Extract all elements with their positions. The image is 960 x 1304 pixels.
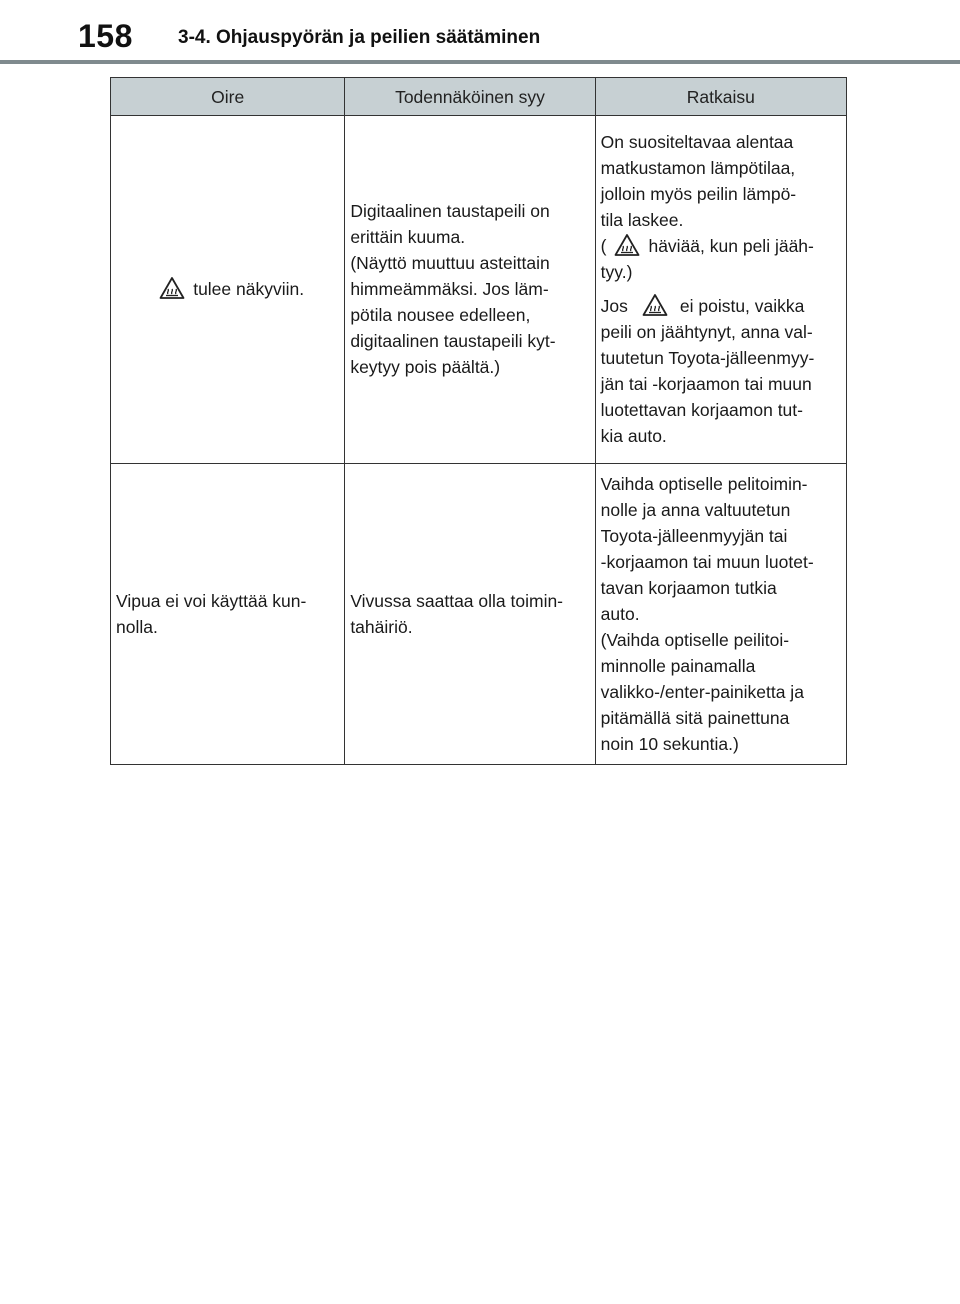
solution-icon-suffix: häviää, kun peli jääh- <box>648 236 814 256</box>
solution-line: tyy.) <box>600 262 633 282</box>
solution-paragraph <box>601 293 841 449</box>
mirror-heat-warning-icon <box>614 233 640 257</box>
table-header-row <box>111 78 847 116</box>
symptom-line: Vipua ei voi käyttää kun- <box>116 590 307 611</box>
solution-icon-prefix: ( <box>600 236 607 256</box>
cause-line: (Näyttö muuttuu asteittain <box>350 253 550 273</box>
table-row <box>111 464 847 765</box>
symptom-text: tulee näkyviin. <box>193 279 305 299</box>
solution-line: tavan korjaamon tutkia <box>600 577 777 598</box>
column-header-symptom: Oire <box>111 78 345 116</box>
cause-cell <box>345 464 595 765</box>
mirror-heat-warning-icon <box>159 276 185 300</box>
solution-line: auto. <box>600 603 640 624</box>
solution-line-with-icon <box>601 233 841 259</box>
solution-icon-suffix: ei poistu, vaikka <box>679 296 805 316</box>
solution-line: nolle ja anna valtuutetun <box>600 499 791 520</box>
table-row <box>111 116 847 464</box>
cause-line: pötila nousee edelleen, <box>350 305 531 325</box>
column-header-solution: Ratkaisu <box>595 78 846 116</box>
solution-line: kia auto. <box>600 426 667 446</box>
solution-line: noin 10 sekuntia.) <box>600 733 739 754</box>
cause-line: himmeämmäksi. Jos läm- <box>350 279 549 299</box>
cause-line: erittäin kuuma. <box>350 227 466 247</box>
symptom-cell <box>111 464 345 765</box>
solution-line: jolloin myös peilin lämpö- <box>600 184 797 204</box>
symptom-line: nolla. <box>116 616 158 637</box>
cause-cell <box>345 116 595 464</box>
section-title: 3-4. Ohjauspyörän ja peilien säätäminen <box>178 27 541 48</box>
symptom-cell <box>111 116 345 464</box>
solution-line: valikko-/enter-painiketta ja <box>600 681 804 702</box>
solution-line: minnolle painamalla <box>600 655 756 676</box>
cause-line: tahäiriö. <box>350 616 413 637</box>
solution-line: Vaihda optiselle pelitoimin- <box>600 473 808 494</box>
page-number: 158 <box>78 18 133 54</box>
solution-line-with-icon <box>601 293 841 319</box>
solution-cell <box>595 464 846 765</box>
solution-cell <box>595 116 846 464</box>
solution-icon-prefix: Jos <box>600 296 628 316</box>
solution-line: tila laskee. <box>600 210 684 230</box>
cause-line: Digitaalinen taustapeili on <box>350 201 550 221</box>
solution-line: matkustamon lämpötilaa, <box>600 158 796 178</box>
solution-line: On suositeltavaa alentaa <box>600 132 794 152</box>
solution-line: -korjaamon tai muun luotet- <box>600 551 814 572</box>
solution-line: Toyota-jälleenmyyjän tai <box>600 525 788 546</box>
solution-line: jän tai -korjaamon tai muun <box>600 374 812 394</box>
solution-line: pitämällä sitä painettuna <box>600 707 790 728</box>
column-header-cause: Todennäköinen syy <box>345 78 595 116</box>
solution-paragraph <box>601 129 841 285</box>
cause-line: keytyy pois päältä.) <box>350 357 501 377</box>
cause-line: Vivussa saattaa olla toimin- <box>350 590 564 611</box>
troubleshooting-table <box>110 77 847 765</box>
solution-line: peili on jäähtynyt, anna val- <box>600 322 813 342</box>
solution-line: luotettavan korjaamon tut- <box>600 400 803 420</box>
header-rule <box>0 60 960 64</box>
solution-line: (Vaihda optiselle peilitoi- <box>600 629 790 650</box>
solution-line: tuutetun Toyota-jälleenmyy- <box>600 348 815 368</box>
mirror-heat-warning-icon <box>642 293 668 317</box>
cause-line: digitaalinen taustapeili kyt- <box>350 331 556 351</box>
